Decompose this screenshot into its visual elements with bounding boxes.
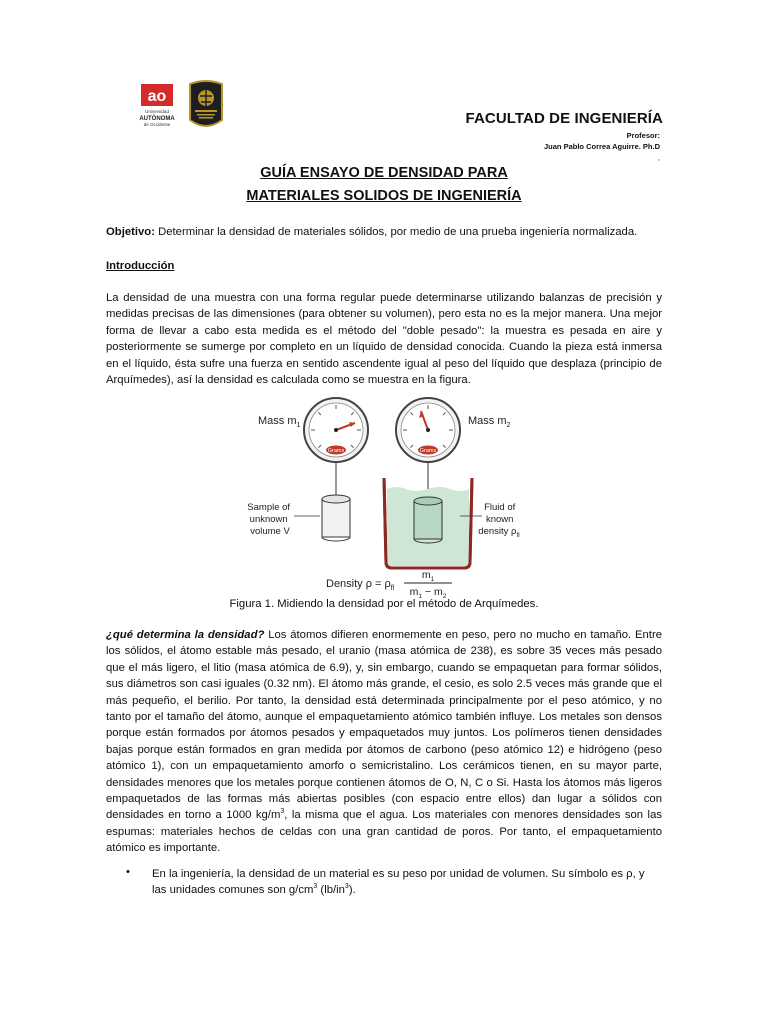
mass1-label: Mass $m_1$ <box>258 415 301 429</box>
fluid-label: Fluid of known density $\rho_{fl}$ <box>478 502 520 539</box>
density-formula-prefix: Density $\rho = \rho_{fl}$ <box>326 578 395 592</box>
objective-label: Objetivo: <box>106 226 155 238</box>
svg-text:de Occidente: de Occidente <box>143 122 171 127</box>
objective-paragraph <box>106 224 662 240</box>
left-sample-cylinder <box>322 495 350 541</box>
figure-caption: Figura 1. Midiendo la densidad por el método de Arquímedes. <box>229 598 539 610</box>
introduction-paragraph: La densidad de una muestra con una forma regular puede determinarse utilizando balanzas de precisión y medidas precisas de las dimensiones (para obtener su volumen), pero esta no es la mejor manera. Una mejor forma de llevar a cabo esta medida es el método del "doble pesado": la muestra es pesada en aire y posteriormente se sumerge por completo en un líquido de densidad conocida. Cuando la pieza está inmersa en el líquido, ésta sufre una fuerza en sentido ascendente igual al peso del líquido que desplaza (principio de Arquímedes), así la densidad es calculada como se muestra en la figura. <box>106 292 662 387</box>
mass2-label: Mass $m_2$ <box>468 415 511 429</box>
svg-text:Grams: Grams <box>327 448 345 454</box>
fluid-container <box>384 478 472 568</box>
introduction-heading: Introducción <box>106 260 175 272</box>
density-paragraph: ¿qué determina la densidad? Los átomos difieren enormemente en peso, pero no mucho en tamaño. Entre los sólidos, el átomo estable más pesado, el uranio (masa atómica de 238), es sobre 35 veces más pesado que el más ligero, el litio (masa atómica de 6.9), y, sin embargo, cuando se empaquetan para formar sólidos, sus diámetros son casi iguales (0.32 nm). El átomo más grande, el cesio, es solo 2.5 veces más grande que el más pequeño, el berilio. Por tanto, la densidad está determinada principalmente por el peso atómico, y no tanto por el tamaño del átomo, aunque el empaquetamiento atómico también influye. Los metales son densos porque están formados por átomos pesados y empaquetados muy juntos. Los polímeros tienen densidades bajas porque están formados en gran medida por átomos de carbono (peso atómico 12) e hidrógeno (peso atómico 1), con un empaquetamiento amorfo o semicristalino. Los cerámicos tienen, en su mayor parte, densidades menores que los metales porque contienen átomos de O, N, C o Si. Hasta los átomos más ligeros empaquetados de las formas más abiertas posibles (con espacio entre ellos) dan lugar a sólidos con densidades en torno a 1000 $kg/m^3$, la misma que el agua. Los materiales con menores densidades son las espumas: materiales hechos de celdas con una gran cantidad de poros. Por tanto, el empaquetamiento atómico es importante. <box>106 629 662 855</box>
professor-name: Juan Pablo Correa Aguirre. Ph.D <box>544 142 660 151</box>
right-gauge <box>396 398 460 462</box>
svg-text:AUTÓNOMA: AUTÓNOMA <box>139 116 175 122</box>
density-formula-denominator: $m_1 - m_2$ <box>409 586 447 600</box>
density-question: ¿qué determina la densidad? <box>106 629 265 641</box>
sample-label: Sample of unknown volume V <box>247 502 291 537</box>
left-gauge <box>304 398 368 462</box>
svg-text:ao: ao <box>147 88 167 105</box>
svg-text:Universidad: Universidad <box>145 109 169 114</box>
professor-label: Profesor: <box>626 131 660 140</box>
accreditation-seal-logo <box>188 80 224 132</box>
svg-text:Grams: Grams <box>419 448 437 454</box>
document-title-line-2: MATERIALES SOLIDOS DE INGENIERÍA <box>246 188 522 204</box>
objective-text: Determinar la densidad de materiales sólidos, por medio de una prueba ingeniería normalizada. <box>154 226 638 238</box>
header-mark: , <box>657 153 660 162</box>
bullet-item: En la ingeniería, la densidad de un material es su peso por unidad de volumen. Su símbolo es ρ, y las unidades comunes son $g/cm^3$ $(lb/in^3)$. <box>152 868 645 897</box>
bullet-marker: • <box>126 866 130 878</box>
document-title-line-1: GUÍA ENSAYO DE DENSIDAD PARA <box>260 165 508 181</box>
archimedes-figure <box>236 392 532 600</box>
universidad-autonoma-logo <box>132 82 182 132</box>
density-formula-numerator: $m_1$ <box>421 569 435 583</box>
faculty-title: FACULTAD DE INGENIERÍA <box>465 110 663 127</box>
